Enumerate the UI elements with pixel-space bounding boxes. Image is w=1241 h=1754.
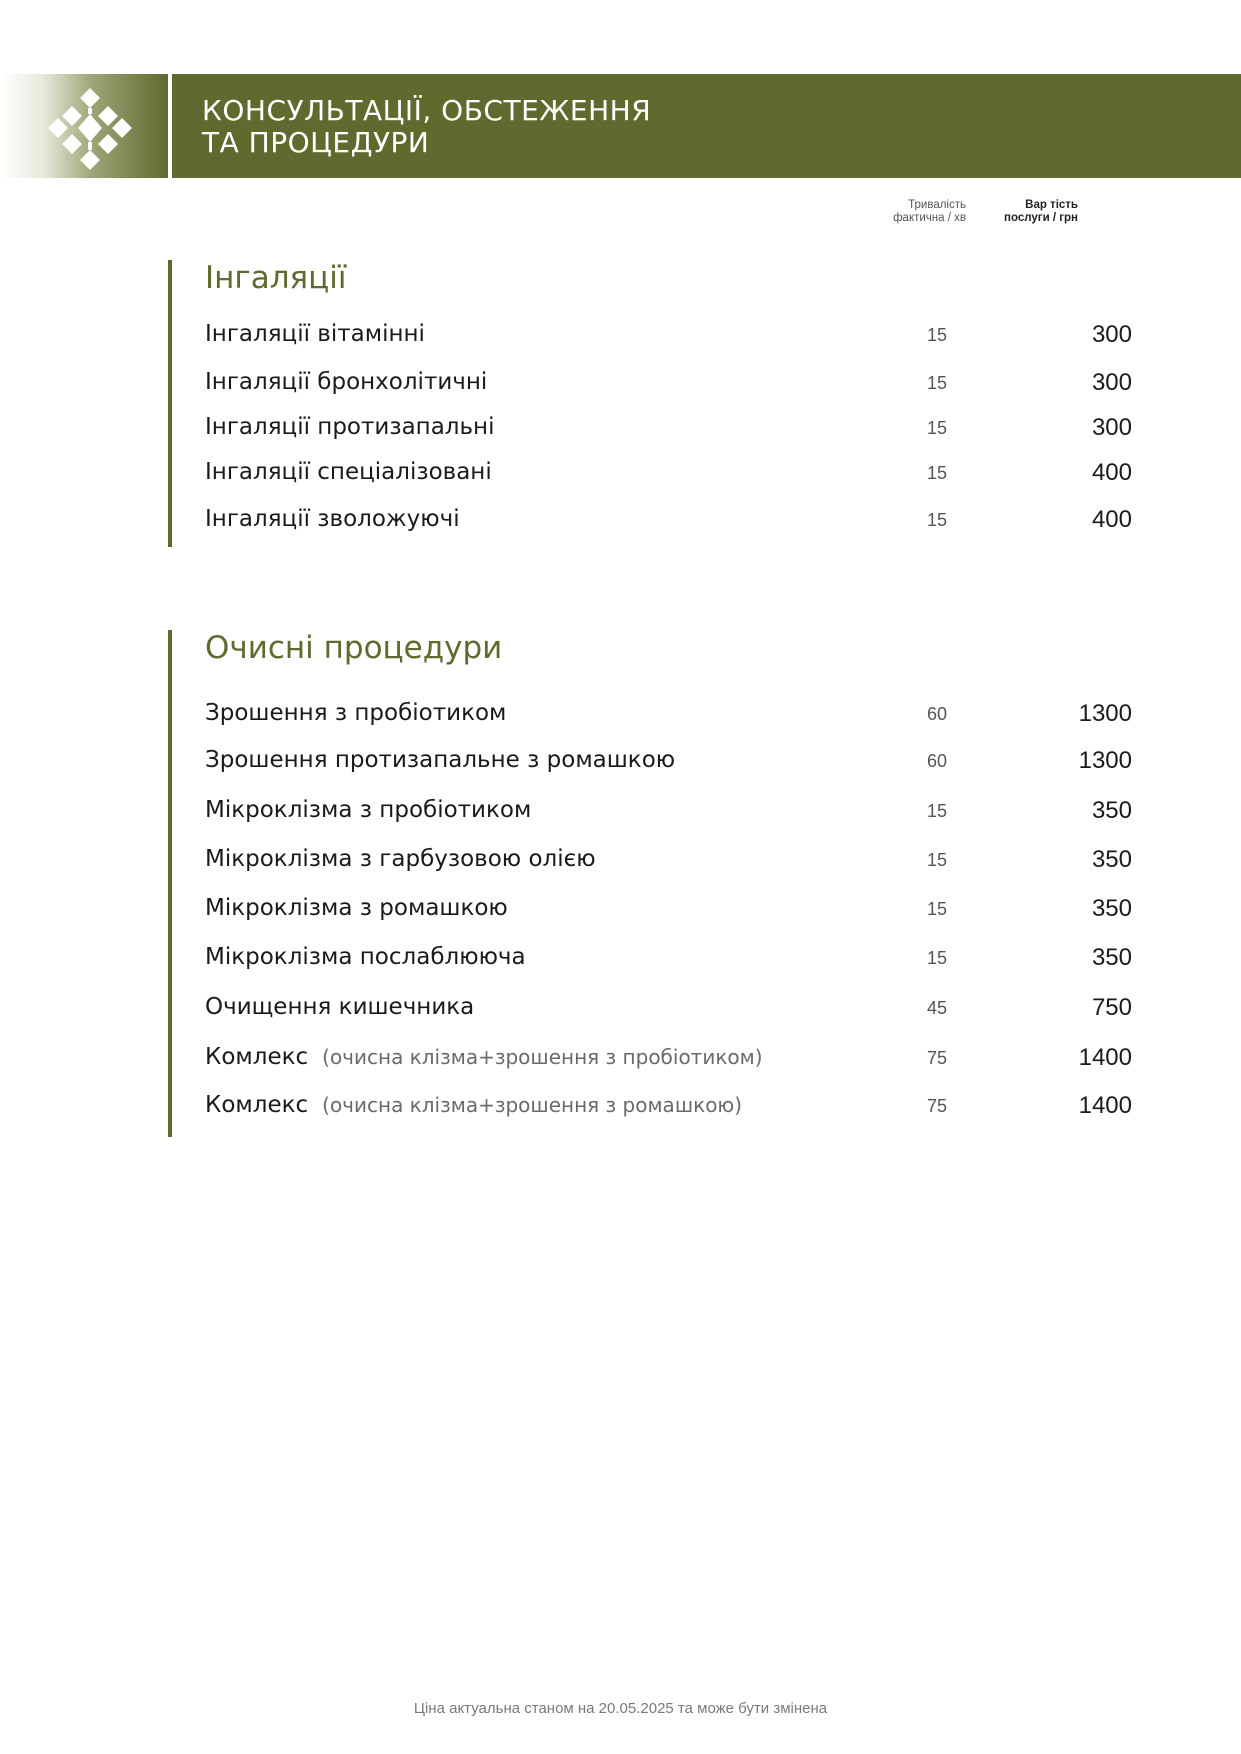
item-duration: 15	[926, 899, 948, 919]
item-duration: 15	[926, 418, 948, 438]
item-duration: 60	[926, 704, 948, 724]
item-price: 300	[1091, 369, 1132, 396]
item-name	[205, 1092, 742, 1118]
item-name: Очищення кишечника	[205, 994, 475, 1020]
item-name: Інгаляції протизапальні	[205, 414, 495, 440]
item-duration: 75	[926, 1096, 948, 1116]
list-item	[172, 994, 1132, 1034]
list-item	[172, 321, 1132, 361]
item-duration: 15	[926, 325, 948, 345]
item-price: 350	[1091, 944, 1132, 971]
duration-header-line1: Тривалість	[908, 199, 966, 211]
item-price: 400	[1091, 506, 1132, 533]
item-name: Інгаляції зволожуючі	[205, 506, 460, 532]
section-title: Інгаляції	[205, 260, 347, 296]
item-price: 1400	[1078, 1092, 1132, 1119]
item-note: (очисна клізма+зрошення з пробіотиком)	[322, 1045, 763, 1069]
item-duration: 75	[926, 1048, 948, 1068]
item-price: 350	[1091, 797, 1132, 824]
item-name: Інгаляції бронхолітичні	[205, 369, 488, 395]
price-header-line2: послуги / грн	[1004, 212, 1078, 224]
ornament-logo-icon	[44, 82, 136, 174]
item-name	[205, 1044, 763, 1070]
item-name: Мікроклізма з гарбузовою олією	[205, 846, 596, 872]
list-item	[172, 414, 1132, 454]
item-name: Мікроклізма з пробіотиком	[205, 797, 532, 823]
item-duration: 15	[926, 850, 948, 870]
item-price: 750	[1091, 994, 1132, 1021]
page-title-line1: КОНСУЛЬТАЦІЇ, ОБСТЕЖЕННЯ	[202, 94, 652, 127]
header-band	[172, 74, 1241, 178]
item-duration: 15	[926, 948, 948, 968]
footer-note: Ціна актуальна станом на 20.05.2025 та може бути змінена	[413, 1700, 828, 1717]
list-item	[172, 1092, 1132, 1132]
duration-column-header	[846, 199, 966, 225]
item-note: (очисна клізма+зрошення з ромашкою)	[322, 1093, 743, 1117]
duration-header-line2: фактична / хв	[893, 212, 966, 224]
section-cleansing-procedures	[168, 630, 1132, 1137]
item-duration: 15	[926, 463, 948, 483]
item-price: 1300	[1078, 700, 1132, 727]
item-name: Інгаляції спеціалізовані	[205, 459, 492, 485]
item-price: 300	[1091, 321, 1132, 348]
item-name: Зрошення з пробіотиком	[205, 700, 507, 726]
list-item	[172, 700, 1132, 740]
section-inhalations	[168, 260, 1132, 547]
item-name: Інгаляції вітамінні	[205, 321, 425, 347]
list-item	[172, 895, 1132, 935]
item-duration: 60	[926, 751, 948, 771]
item-duration: 15	[926, 373, 948, 393]
page-title	[202, 95, 651, 159]
item-price: 1300	[1078, 747, 1132, 774]
item-price: 350	[1091, 846, 1132, 873]
list-item	[172, 1044, 1132, 1084]
list-item	[172, 846, 1132, 886]
item-name-text: Комлекс	[205, 1044, 309, 1070]
header-logo-area	[0, 74, 168, 178]
item-price: 300	[1091, 414, 1132, 441]
price-header-line1: Вар тість	[1025, 199, 1078, 211]
item-name-text: Комлекс	[205, 1092, 309, 1118]
section-title: Очисні процедури	[205, 630, 503, 666]
list-item	[172, 944, 1132, 984]
item-duration: 15	[926, 801, 948, 821]
list-item	[172, 797, 1132, 837]
item-price: 350	[1091, 895, 1132, 922]
item-name: Мікроклізма з ромашкою	[205, 895, 508, 921]
item-price: 1400	[1078, 1044, 1132, 1071]
item-name: Зрошення протизапальне з ромашкою	[205, 747, 676, 773]
page-title-line2: ТА ПРОЦЕДУРИ	[202, 126, 430, 159]
list-item	[172, 747, 1132, 787]
item-duration: 15	[926, 510, 948, 530]
list-item	[172, 369, 1132, 409]
list-item	[172, 459, 1132, 499]
price-column-header	[958, 199, 1078, 225]
item-name: Мікроклізма послаблююча	[205, 944, 526, 970]
item-price: 400	[1091, 459, 1132, 486]
list-item	[172, 506, 1132, 546]
item-duration: 45	[926, 998, 948, 1018]
